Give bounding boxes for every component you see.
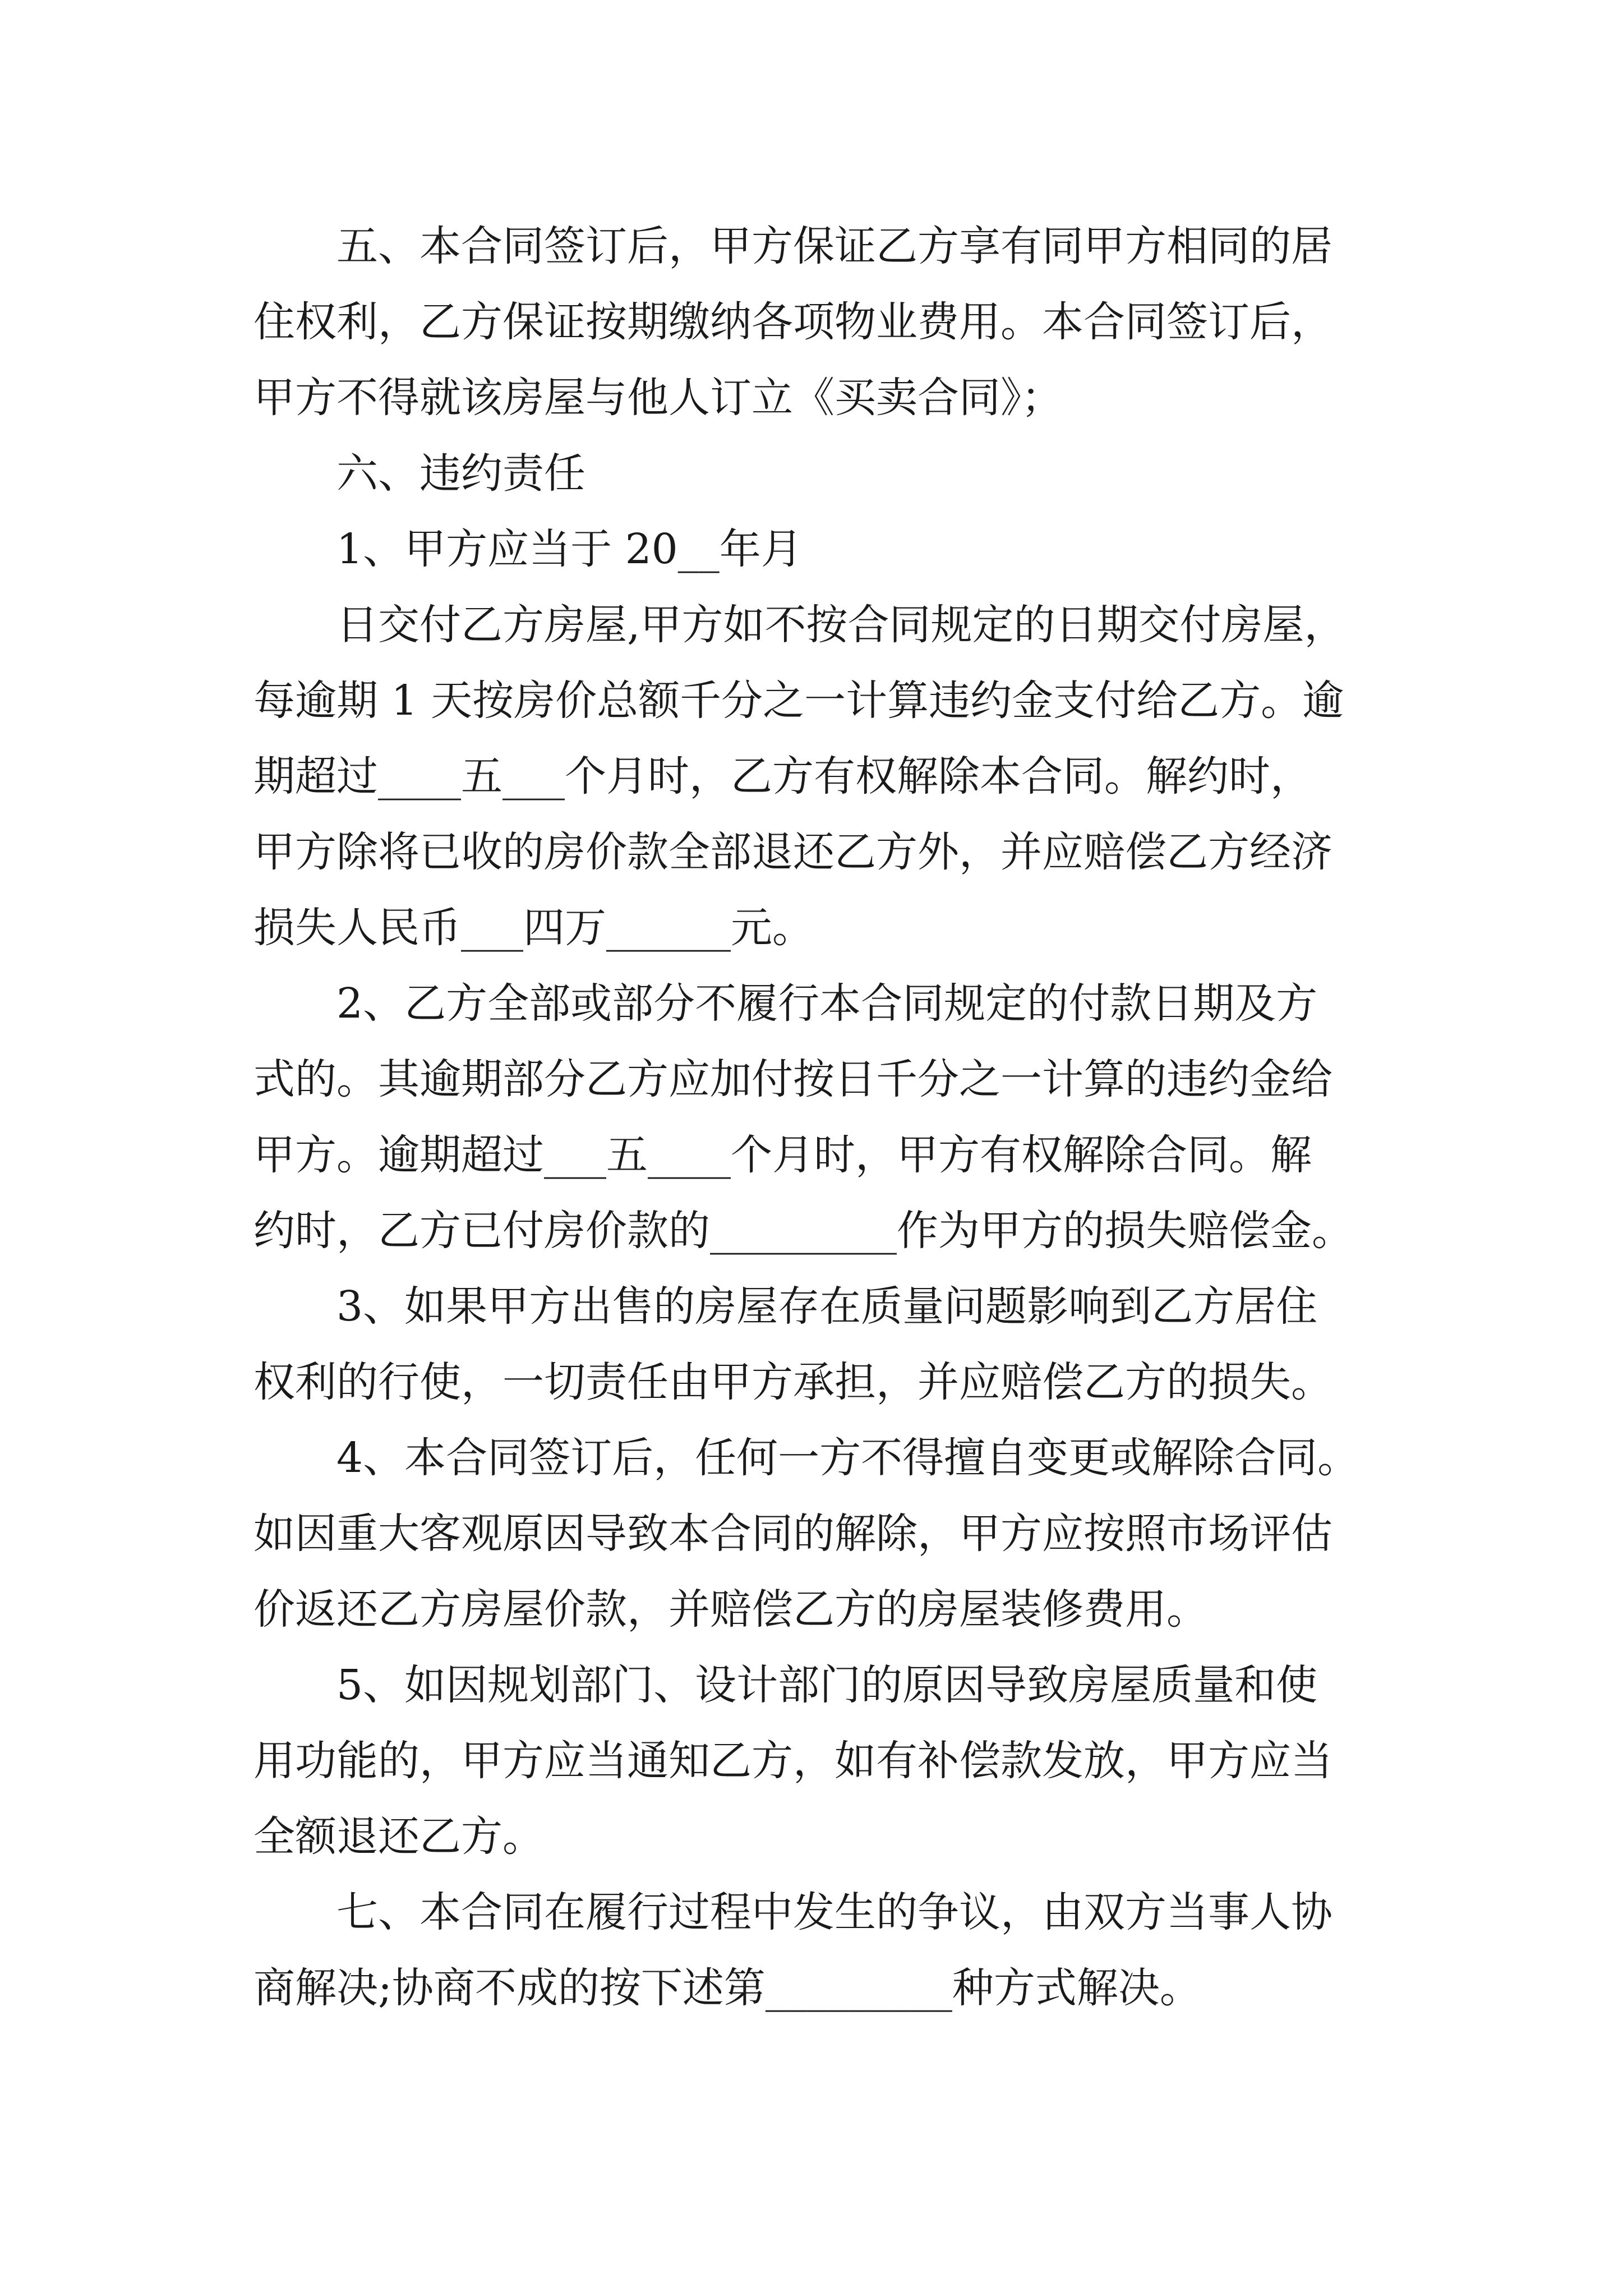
text-line: 商解决;协商不成的按下述第_________种方式解决。: [253, 1964, 1201, 2012]
text-line: 甲方除将已收的房价款全部退还乙方外，并应赔偿乙方经济: [253, 828, 1332, 876]
text-line: 用功能的，甲方应当通知乙方，如有补偿款发放，甲方应当: [253, 1737, 1332, 1785]
text-line: 约时，乙方已付房价款的_________作为甲方的损失赔偿金。: [253, 1207, 1353, 1255]
text-line: 六、违约责任: [336, 449, 585, 498]
text-line: 期超过____五___个月时，乙方有权解除本合同。解约时，: [253, 752, 1312, 800]
text-line: 权利的行使，一切责任由甲方承担，并应赔偿乙方的损失。: [253, 1358, 1332, 1406]
text-line: 住权利，乙方保证按期缴纳各项物业费用。本合同签订后，: [253, 298, 1332, 346]
text-line: 3、如果甲方出售的房屋存在质量问题影响到乙方居住: [336, 1282, 1318, 1331]
text-line: 七、本合同在履行过程中发生的争议，由双方当事人协: [336, 1888, 1332, 1936]
text-line: 如因重大客观原因导致本合同的解除，甲方应按照市场评估: [253, 1510, 1332, 1558]
text-line: 五、本合同签订后，甲方保证乙方享有同甲方相同的居: [336, 222, 1332, 270]
text-line: 全额退还乙方。: [253, 1812, 544, 1861]
text-line: 式的。其逾期部分乙方应加付按日千分之一计算的违约金给: [253, 1055, 1332, 1103]
text-line: 甲方不得就该房屋与他人订立《买卖合同》；: [253, 374, 1063, 422]
text-line: 每逾期 1 天按房价总额千分之一计算违约金支付给乙方。逾: [253, 677, 1344, 725]
text-line: 2、乙方全部或部分不履行本合同规定的付款日期及方: [336, 979, 1318, 1028]
text-line: 价返还乙方房屋价款，并赔偿乙方的房屋装修费用。: [253, 1585, 1208, 1634]
text-line: 甲方。逾期超过___五____个月时，甲方有权解除合同。解: [253, 1131, 1312, 1179]
text-line: 1、甲方应当于 20__年月: [336, 525, 803, 573]
text-line: 损失人民币___四万______元。: [253, 904, 814, 952]
text-line: 日交付乙方房屋,甲方如不按合同规定的日期交付房屋，: [336, 601, 1346, 649]
document-body: [253, 209, 1420, 2026]
text-line: 5、如因规划部门、设计部门的原因导致房屋质量和使: [336, 1661, 1318, 1709]
text-line: 4、本合同签订后，任何一方不得擅自变更或解除合同。: [336, 1434, 1359, 1482]
